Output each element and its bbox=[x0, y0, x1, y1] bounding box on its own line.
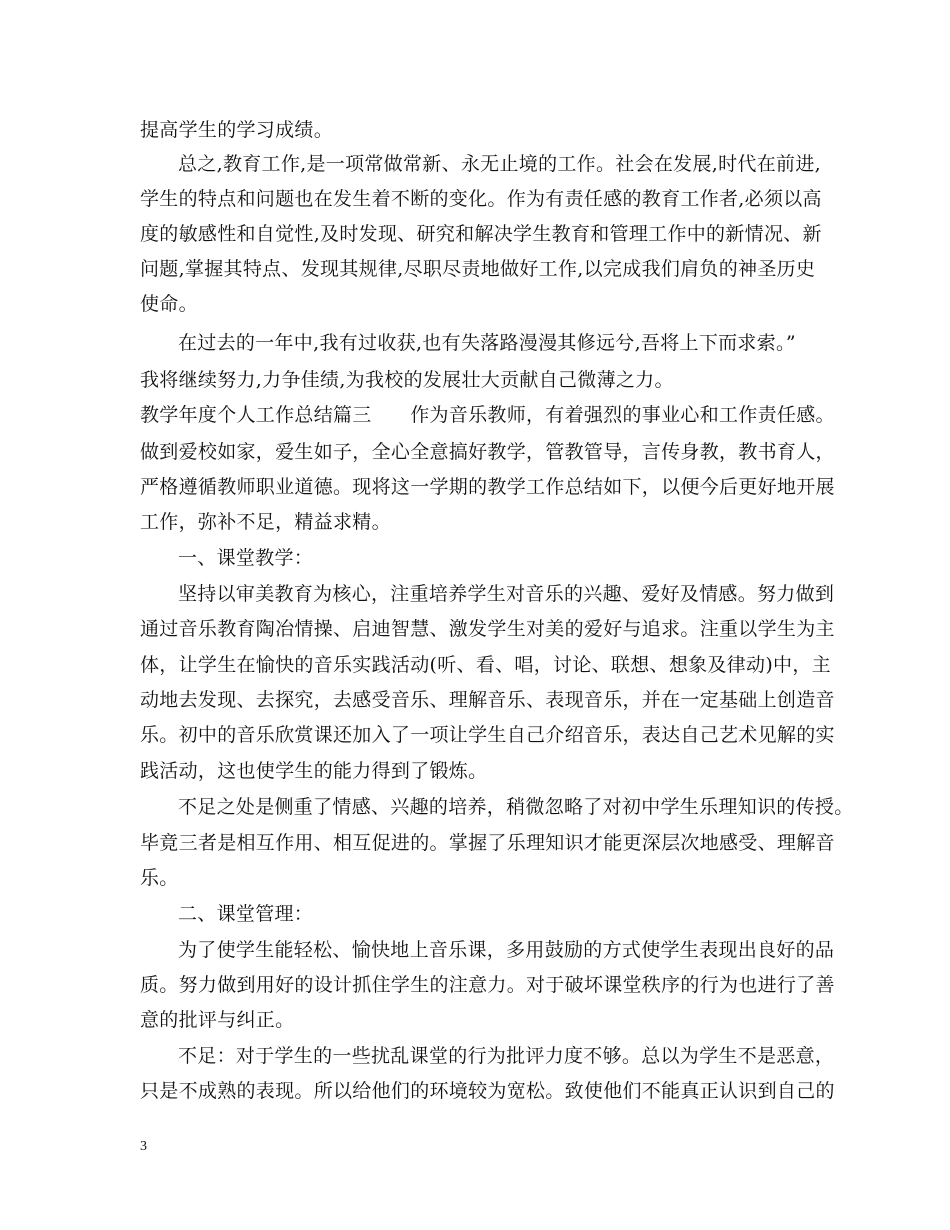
subheading-classroom-management: 二、课堂管理： bbox=[178, 903, 314, 925]
text-line: 学生的特点和问题也在发生着不断的变化。作为有责任感的教育工作者,必须以高 bbox=[140, 188, 822, 210]
text-line: 做到爱校如家，爱生如子，全心全意搞好教学，管教管导，言传身教，教书育人， bbox=[140, 441, 835, 463]
paragraph-first-line: 为了使学生能轻松、愉快地上音乐课，多用鼓励的方式使学生表现出良好的品 bbox=[178, 939, 835, 961]
text-line: 体，让学生在愉快的音乐实践活动(听、看、唱，讨论、联想、想象及律动)中，主 bbox=[140, 654, 831, 676]
page-number: 3 bbox=[140, 1139, 147, 1154]
text-line: 质。努力做到用好的设计抓住学生的注意力。对于破坏课堂秩序的行为也进行了善 bbox=[140, 974, 835, 996]
text-line: 严格遵循教师职业道德。现将这一学期的教学工作总结如下，以便今后更好地开展 bbox=[140, 476, 835, 498]
text-line: 通过音乐教育陶冶情操、启迪智慧、激发学生对美的爱好与追求。注重以学生为主 bbox=[140, 618, 835, 640]
text-line: 度的敏感性和自觉性,及时发现、研究和解决学生教育和管理工作中的新情况、新 bbox=[140, 223, 822, 245]
text-line: 使命。 bbox=[140, 293, 198, 315]
text-line: 提高学生的学习成绩。 bbox=[140, 119, 334, 141]
text-line: 践活动，这也使学生的能力得到了锻炼。 bbox=[140, 760, 488, 782]
text-line: 乐。 bbox=[140, 867, 179, 889]
text-line: 我将继续努力,力争佳绩,为我校的发展壮大贡献自己微薄之力。 bbox=[140, 369, 674, 391]
subheading-classroom-teaching: 一、课堂教学： bbox=[178, 547, 314, 569]
paragraph-first-line: 坚持以审美教育为核心，注重培养学生对音乐的兴趣、爱好及情感。努力做到 bbox=[178, 583, 835, 605]
paragraph-first-line: 不足之处是侧重了情感、兴趣的培养，稍微忽略了对初中学生乐理知识的传授。 bbox=[178, 796, 854, 818]
section-heading-line: 教学年度个人工作总结篇三 作为音乐教师，有着强烈的事业心和工作责任感。 bbox=[140, 404, 835, 426]
text-line: 乐。初中的音乐欣赏课还加入了一项让学生自己介绍音乐，表达自己艺术见解的实 bbox=[140, 724, 835, 746]
text-line: 意的批评与纠正。 bbox=[140, 1009, 295, 1031]
text-line: 工作，弥补不足，精益求精。 bbox=[140, 511, 391, 533]
paragraph-first-line: 在过去的一年中,我有过收获,也有失落路漫漫其修远兮,吾将上下而求索。” bbox=[178, 332, 796, 354]
text-line: 只是不成熟的表现。所以给他们的环境较为宽松。致使他们不能真正认识到自己的 bbox=[140, 1080, 835, 1102]
paragraph-first-line: 总之,教育工作,是一项常做常新、永无止境的工作。社会在发展,时代在前进, bbox=[178, 153, 821, 175]
text-line: 问题,掌握其特点、发现其规律,尽职尽责地做好工作,以完成我们肩负的神圣历史 bbox=[140, 258, 816, 280]
text-line: 毕竟三者是相互作用、相互促进的。掌握了乐理知识才能更深层次地感受、理解音 bbox=[140, 832, 835, 854]
text-line: 动地去发现、去探究，去感受音乐、理解音乐、表现音乐，并在一定基础上创造音 bbox=[140, 689, 835, 711]
paragraph-first-line: 不足：对于学生的一些扰乱课堂的行为批评力度不够。总以为学生不是恶意， bbox=[178, 1045, 835, 1067]
